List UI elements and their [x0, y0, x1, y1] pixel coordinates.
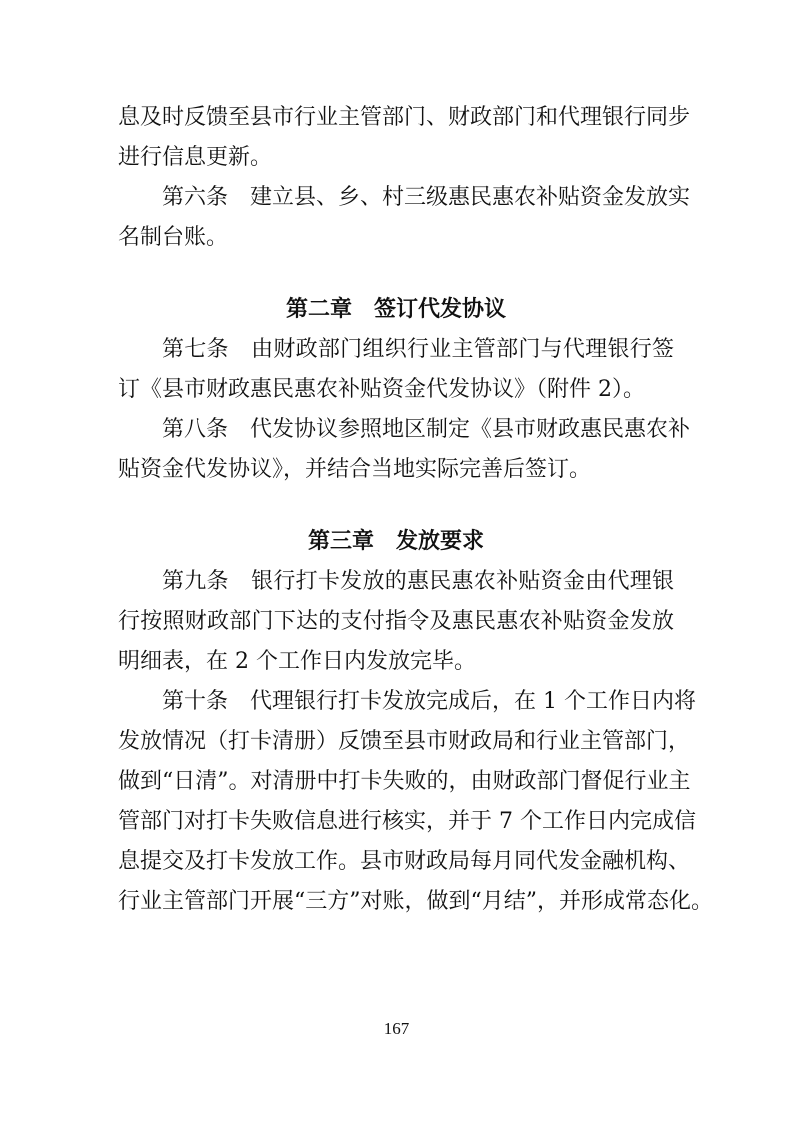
paragraph-line: 名制台账。: [118, 225, 229, 250]
article-paragraph: [118, 410, 691, 490]
article-paragraph: [118, 682, 713, 922]
paragraph-line: 行按照财政部门下达的支付指令及惠民惠农补贴资金发放: [118, 609, 674, 634]
paragraph-line: 息及时反馈至县市行业主管部门、财政部门和代理银行同步: [118, 105, 691, 130]
paragraph-line: 明细表，在 2 个工作日内发放完毕。: [118, 649, 476, 674]
chapter-heading: 第二章 签订代发协议: [285, 297, 506, 322]
document-body: [118, 98, 713, 922]
paragraph-line: 订《县市财政惠民惠农补贴资金代发协议》（附件 2）。: [118, 377, 645, 402]
paragraph-line: 做到“日清”。对清册中打卡失败的，由财政部门督促行业主: [118, 769, 691, 794]
article-paragraph: [118, 330, 674, 410]
paragraph-line: 第十条 代理银行打卡发放完成后，在 1 个工作日内将: [162, 689, 696, 714]
paragraph-line: 行业主管部门开展“三方”对账，做到“月结”，并形成常态化。: [118, 889, 713, 914]
paragraph-line: 第九条 银行打卡发放的惠民惠农补贴资金由代理银: [162, 569, 674, 594]
paragraph-line: 贴资金代发协议》，并结合当地实际完善后签订。: [118, 457, 592, 482]
paragraph-line: 管部门对打卡失败信息进行核实，并于 7 个工作日内完成信: [118, 809, 696, 834]
article-paragraph: [118, 562, 674, 682]
paragraph-line: 进行信息更新。: [118, 145, 273, 170]
paragraph-line: 息提交及打卡发放工作。县市财政局每月同代发金融机构、: [118, 849, 691, 874]
section-gap: [118, 490, 674, 522]
chapter-heading: 第三章 发放要求: [307, 529, 484, 554]
paragraph-line: 第八条 代发协议参照地区制定《县市财政惠民惠农补: [162, 417, 691, 442]
paragraph-line: 发放情况（打卡清册）反馈至县市财政局和行业主管部门，: [118, 729, 691, 754]
paragraph-line: 第七条 由财政部门组织行业主管部门与代理银行签: [162, 337, 674, 362]
section-gap: [118, 258, 674, 290]
article-paragraph: [118, 178, 691, 258]
page-number: 167: [383, 1019, 410, 1038]
paragraph-line: 第六条 建立县、乡、村三级惠民惠农补贴资金发放实: [162, 185, 691, 210]
article-paragraph: [118, 98, 691, 178]
